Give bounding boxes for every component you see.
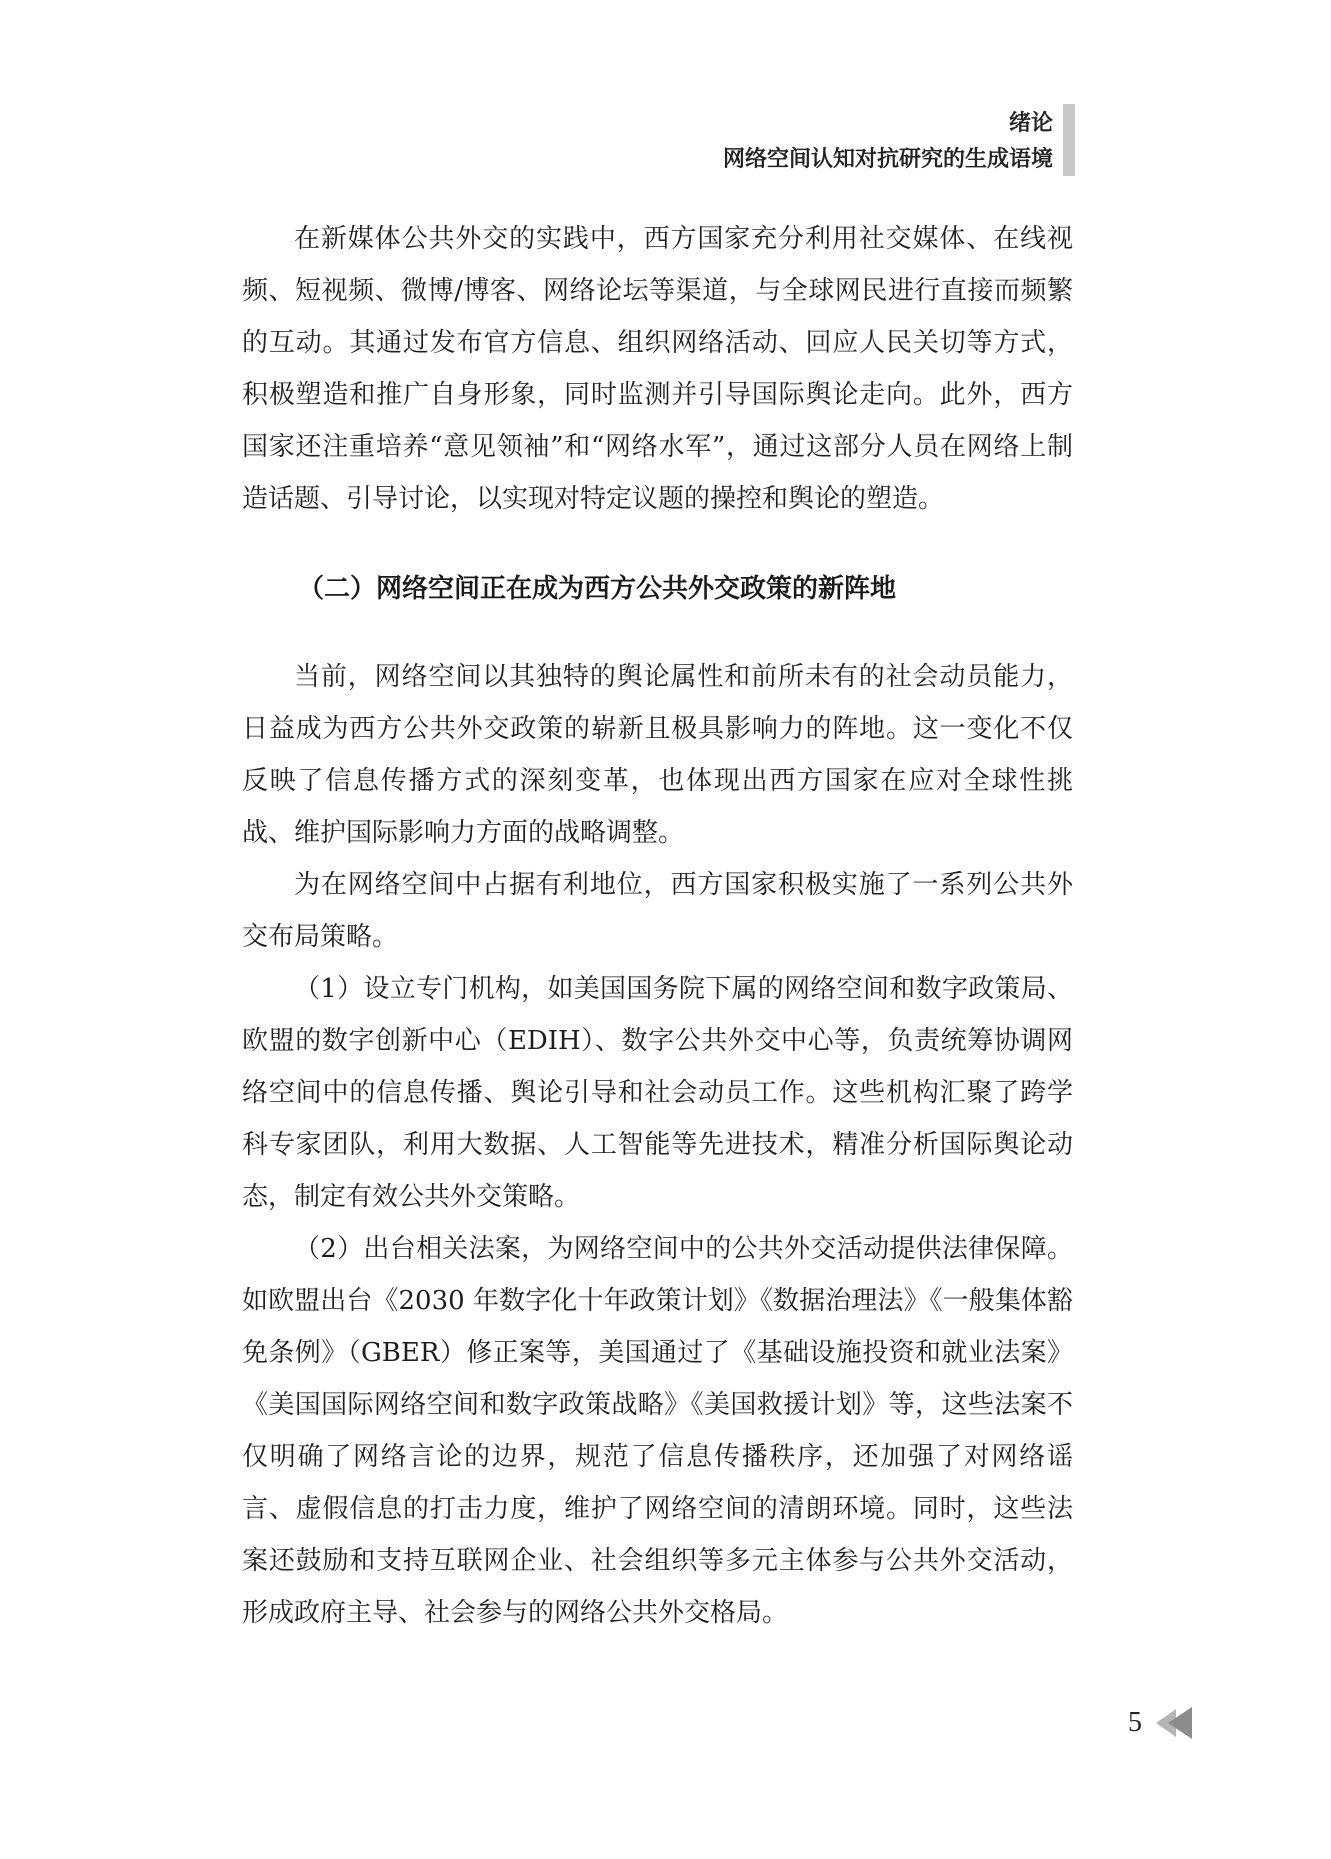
page-arrow-icon <box>1154 1705 1194 1741</box>
body-text <box>242 213 1073 1639</box>
running-head-section: 网络空间认知对抗研究的生成语境 <box>722 147 1053 172</box>
section-heading: （二）网络空间正在成为西方公共外交政策的新阵地 <box>298 574 897 604</box>
running-head-chapter: 绪论 <box>1008 111 1053 136</box>
paragraph: 在新媒体公共外交的实践中，西方国家充分利用社交媒体、在线视频、短视频、微博/博客、网络论坛等渠道，与全球网民进行直接而频繁的互动。其通过发布官方信息、组织网络活动、回应人民关切等方式，积极塑造和推广自身形象，同时监测并引导国际舆论走向。此外，西方国家还注重培养“意见领袖”和“网络水军”，通过这部分人员在网络上制造话题、引导讨论，以实现对特定议题的操控和舆论的塑造。 <box>242 224 1073 514</box>
running-head <box>723 106 1053 178</box>
paragraph: （1）设立专门机构，如美国国务院下属的网络空间和数字政策局、欧盟的数字创新中心（EDIH）、数字公共外交中心等，负责统筹协调网络空间中的信息传播、舆论引导和社会动员工作。这些机构汇聚了跨学科专家团队，利用大数据、人工智能等先进技术，精准分析国际舆论动态，制定有效公共外交策略。 <box>242 974 1073 1212</box>
paragraph: （2）出台相关法案，为网络空间中的公共外交活动提供法律保障。如欧盟出台《2030 年数字化十年政策计划》《数据治理法》《一般集体豁免条例》（GBER）修正案等，美国通过了《基础设施投资和就业法案》《美国国际网络空间和数字政策战略》《美国救援计划》等，这些法案不仅明确了网络言论的边界，规范了信息传播秩序，还加强了对网络谣言、虚假信息的打击力度，维护了网络空间的清朗环境。同时，这些法案还鼓励和支持互联网企业、社会组织等多元主体参与公共外交活动，形成政府主导、社会参与的网络公共外交格局。 <box>242 1234 1073 1628</box>
paragraph: 为在网络空间中占据有利地位，西方国家积极实施了一系列公共外交布局策略。 <box>242 870 1073 952</box>
running-head-bar <box>1063 104 1075 176</box>
paragraph: 当前，网络空间以其独特的舆论属性和前所未有的社会动员能力，日益成为西方公共外交政策的崭新且极具影响力的阵地。这一变化不仅反映了信息传播方式的深刻变革，也体现出西方国家在应对全球性挑战、维护国际影响力方面的战略调整。 <box>242 662 1073 848</box>
page-number: 5 <box>1128 1707 1142 1738</box>
